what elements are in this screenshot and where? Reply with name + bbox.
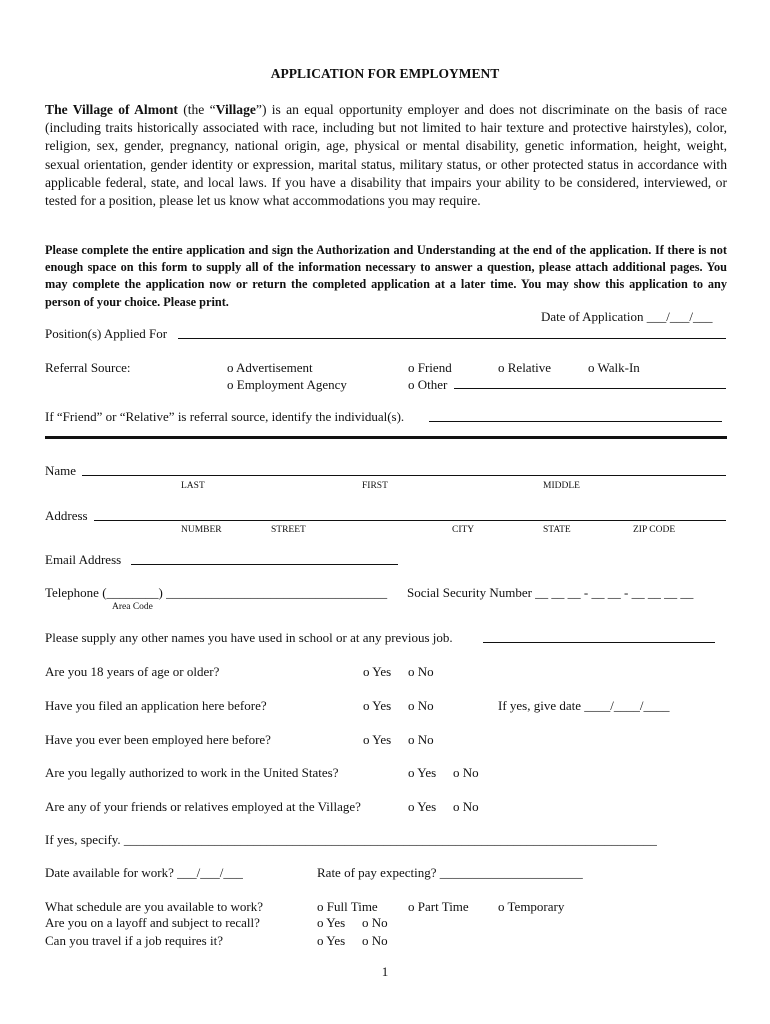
instructions: Please complete the entire application and sign the Authorization and Understanding at the end of the application. If there is not enough space on this form to supply all of the information necessary to answer a question, please attach additional pages. You may complete the application now or return the completed application at a later time. You may show this application to any person of your choice. Please print. <box>45 243 727 309</box>
filed-yes-option[interactable]: o Yes <box>363 698 392 713</box>
name-middle-caption: MIDDLE <box>543 481 580 491</box>
question-layoff: Are you on a layoff and subject to recall? <box>45 915 260 930</box>
referral-other-field[interactable] <box>454 388 726 389</box>
checkbox-icon: o <box>363 664 370 679</box>
authorized-no-option[interactable]: o No <box>453 765 479 780</box>
question-employed: Have you ever been employed here before? <box>45 732 271 747</box>
address-field[interactable] <box>94 520 726 521</box>
checkbox-icon: o <box>408 377 415 392</box>
schedule-temporary-option[interactable]: o Temporary <box>498 899 565 914</box>
address-state-caption: STATE <box>543 525 571 535</box>
name-label: Name <box>45 463 77 478</box>
specify-field[interactable]: If yes, specify. __________________________________________________________________________________ <box>45 832 657 847</box>
email-label: Email Address <box>45 552 122 567</box>
checkbox-icon: o <box>362 933 369 948</box>
referral-identify-field[interactable] <box>429 421 722 422</box>
name-first-caption: FIRST <box>362 481 388 491</box>
email-field[interactable] <box>131 564 398 565</box>
org-name: The Village of Almont <box>45 102 178 117</box>
friends-no-option[interactable]: o No <box>453 799 479 814</box>
checkbox-icon: o <box>317 915 324 930</box>
checkbox-icon: o <box>362 915 369 930</box>
referral-identify-label: If “Friend” or “Relative” is referral source, identify the individual(s). <box>45 409 405 424</box>
other-names-field[interactable] <box>483 642 715 643</box>
question-travel: Can you travel if a job requires it? <box>45 933 223 948</box>
date-available-field[interactable]: Date available for work? ___/___/___ <box>45 865 243 880</box>
referral-friend[interactable]: o Friend <box>408 360 452 375</box>
eeo-statement: The Village of Almont (the “Village”) is an equal opportunity employer and does not discriminate on the basis of race (including traits historically associated with race, including but not limited to hair texture and protective hairstyles), color, religion, sex, gender, pregnancy, national origin, age, physical or mental disability, genetic information, height, weight, sexual orientation, gender identity or expression, marital status, military status, or other protected status in accordance with applicable federal, state, and local laws. If you have a disability that impairs your ability to be considered, interviewed, or tested for a position, please let us know what accommodations you may require. <box>45 102 727 209</box>
schedule-part-time-option[interactable]: o Part Time <box>408 899 469 914</box>
checkbox-icon: o <box>408 360 415 375</box>
section-divider <box>45 436 727 439</box>
other-names-label: Please supply any other names you have used in school or at any previous job. <box>45 630 453 645</box>
page-number: 1 <box>381 964 389 979</box>
ssn-field[interactable]: Social Security Number __ __ __ - __ __ - __ __ __ __ <box>407 585 694 600</box>
checkbox-icon: o <box>453 799 460 814</box>
question-age: Are you 18 years of age or older? <box>45 664 220 679</box>
filed-date-field[interactable]: If yes, give date ____/____/____ <box>498 698 670 713</box>
checkbox-icon: o <box>363 732 370 747</box>
checkbox-icon: o <box>408 799 415 814</box>
question-schedule: What schedule are you available to work? <box>45 899 264 914</box>
age-no-option[interactable]: o No <box>408 664 434 679</box>
area-code-caption: Area Code <box>112 602 153 612</box>
question-filed: Have you filed an application here before? <box>45 698 267 713</box>
address-street-caption: STREET <box>271 525 306 535</box>
referral-employment-agency[interactable]: o Employment Agency <box>227 377 347 392</box>
checkbox-icon: o <box>408 698 415 713</box>
name-field[interactable] <box>82 475 726 476</box>
age-yes-option[interactable]: o Yes <box>363 664 392 679</box>
referral-relative[interactable]: o Relative <box>498 360 552 375</box>
checkbox-icon: o <box>227 377 234 392</box>
referral-source-label: Referral Source: <box>45 360 131 375</box>
checkbox-icon: o <box>408 899 415 914</box>
address-label: Address <box>45 508 88 523</box>
address-city-caption: CITY <box>452 525 475 535</box>
checkbox-icon: o <box>363 698 370 713</box>
authorized-yes-option[interactable]: o Yes <box>408 765 437 780</box>
checkbox-icon: o <box>317 933 324 948</box>
checkbox-icon: o <box>408 664 415 679</box>
page-title: APPLICATION FOR EMPLOYMENT <box>270 66 500 81</box>
checkbox-icon: o <box>498 360 505 375</box>
filed-no-option[interactable]: o No <box>408 698 434 713</box>
referral-other[interactable]: o Other <box>408 377 448 392</box>
checkbox-icon: o <box>408 732 415 747</box>
telephone-field[interactable]: Telephone (________) __________________________________ <box>45 585 388 600</box>
layoff-no-option[interactable]: o No <box>362 915 388 930</box>
address-number-caption: NUMBER <box>181 525 222 535</box>
checkbox-icon: o <box>408 765 415 780</box>
travel-no-option[interactable]: o No <box>362 933 388 948</box>
checkbox-icon: o <box>588 360 595 375</box>
org-short-name: Village <box>215 102 256 117</box>
checkbox-icon: o <box>317 899 324 914</box>
friends-yes-option[interactable]: o Yes <box>408 799 437 814</box>
schedule-full-time-option[interactable]: o Full Time <box>317 899 378 914</box>
address-zip-caption: ZIP CODE <box>633 525 676 535</box>
position-field[interactable] <box>178 338 726 339</box>
employed-yes-option[interactable]: o Yes <box>363 732 392 747</box>
travel-yes-option[interactable]: o Yes <box>317 933 346 948</box>
name-last-caption: LAST <box>181 481 205 491</box>
checkbox-icon: o <box>498 899 505 914</box>
question-authorized: Are you legally authorized to work in the United States? <box>45 765 339 780</box>
layoff-yes-option[interactable]: o Yes <box>317 915 346 930</box>
rate-of-pay-field[interactable]: Rate of pay expecting? ______________________ <box>317 865 583 880</box>
checkbox-icon: o <box>227 360 234 375</box>
referral-walk-in[interactable]: o Walk-In <box>588 360 640 375</box>
checkbox-icon: o <box>453 765 460 780</box>
employed-no-option[interactable]: o No <box>408 732 434 747</box>
question-friends: Are any of your friends or relatives employed at the Village? <box>45 799 361 814</box>
date-of-application: Date of Application ___/___/___ <box>541 309 713 324</box>
position-label: Position(s) Applied For <box>45 326 168 341</box>
referral-advertisement[interactable]: o Advertisement <box>227 360 313 375</box>
